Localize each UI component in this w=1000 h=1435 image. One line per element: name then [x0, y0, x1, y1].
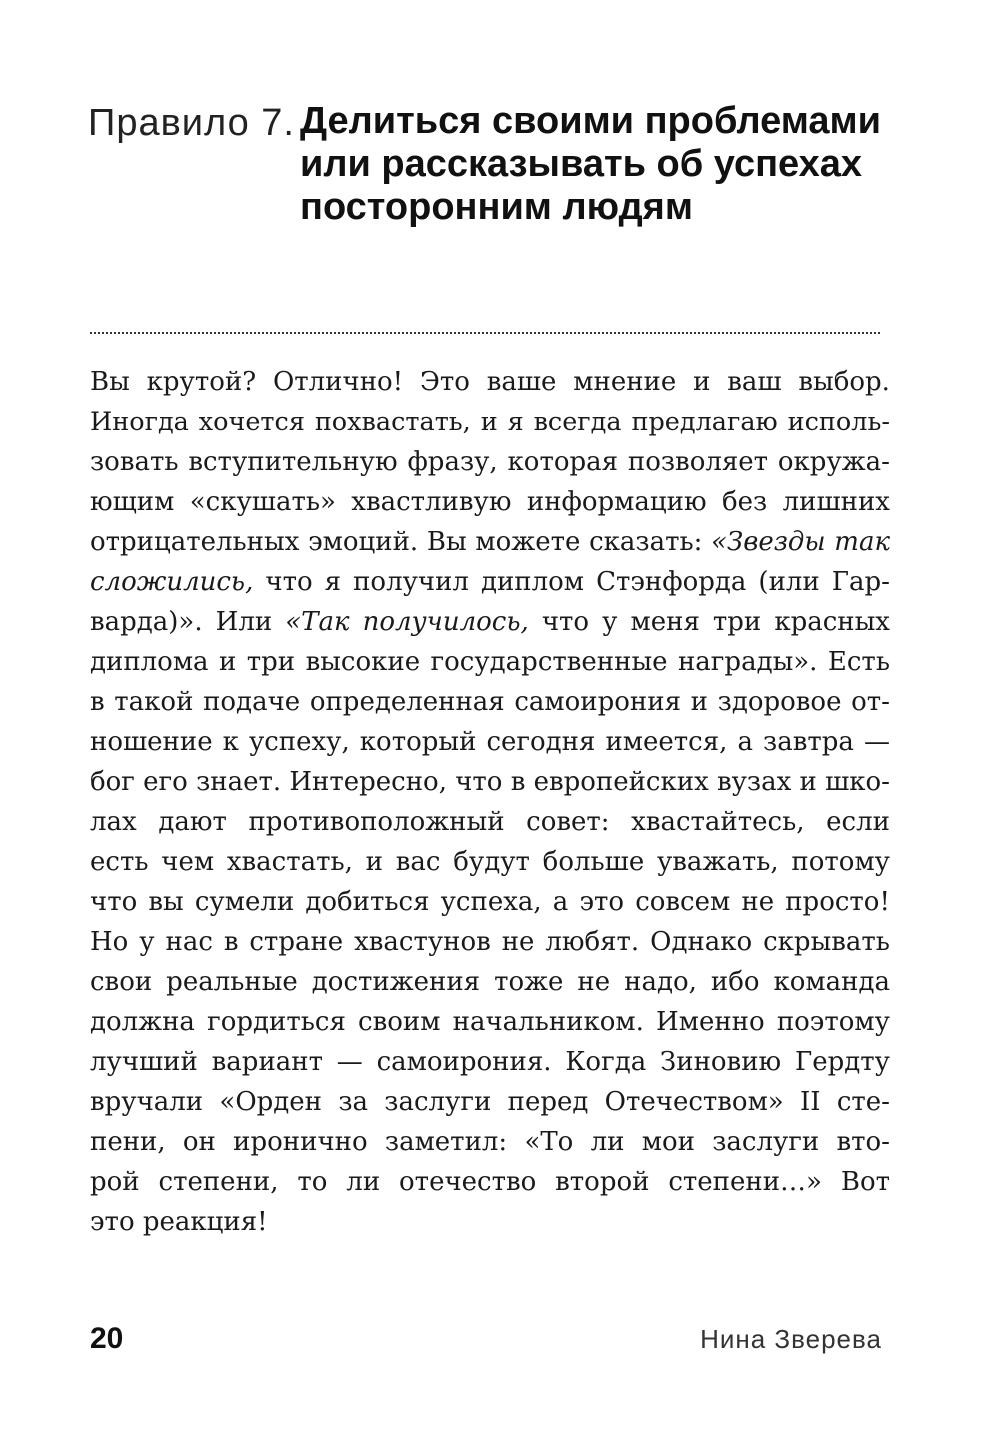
text-line: есть чем хвастать, и вас будут больше уважать, потому — [90, 847, 890, 877]
rule-title-line: или рассказывать об успехах — [300, 143, 863, 185]
text-line: бог его знает. Интересно, что в европейских вузах и шко- — [90, 767, 890, 797]
rule-title-line: посторонним людям — [300, 186, 693, 228]
text-line: лах дают противоположный совет: хвастайтесь, если — [90, 807, 890, 837]
dotted-divider — [90, 332, 880, 334]
text-line: диплома и три высокие государственные награды». Есть — [90, 647, 890, 677]
rule-number-label: Правило 7. — [88, 102, 295, 144]
text-line: отрицательных эмоций. Вы можете сказать: «Звезды так — [90, 527, 890, 557]
running-footer-author: Нина Зверева — [700, 1324, 882, 1354]
text-line: рой степени, то ли отечество второй степени…» Вот — [90, 1167, 890, 1197]
text-line: Но у нас в стране хвастунов не любят. Однако скрывать — [90, 927, 890, 957]
text-line: должна гордиться своим начальником. Именно поэтому — [90, 1007, 890, 1037]
text-line: ющим «скушать» хвастливую информацию без лишних — [90, 487, 890, 517]
text-line: Вы крутой? Отлично! Это ваше мнение и ваш выбор. — [90, 367, 890, 397]
text-line: свои реальные достижения тоже не надо, ибо команда — [90, 967, 890, 997]
text-line: в такой подаче определенная самоирония и здоровое от- — [90, 687, 890, 717]
rule-title — [300, 100, 900, 229]
text-line: пени, он иронично заметил: «То ли мои заслуги вто- — [90, 1127, 890, 1157]
text-line: сложились, что я получил диплом Стэнфорда (или Гар- — [90, 567, 890, 597]
body-paragraph — [90, 362, 890, 1242]
text-line: что вы сумели добиться успеха, а это совсем не просто! — [90, 887, 890, 917]
text-line: варда)». Или «Так получилось, что у меня три красных — [90, 607, 890, 637]
text-line: ношение к успеху, который сегодня имеется, а завтра — — [90, 727, 890, 757]
text-line: зовать вступительную фразу, которая позволяет окружа- — [90, 447, 890, 477]
page-number: 20 — [90, 1322, 124, 1355]
text-line: это реакция! — [90, 1207, 268, 1237]
text-line: Иногда хочется похвастать, и я всегда предлагаю исполь- — [90, 407, 890, 437]
text-line: вручали «Орден за заслуги перед Отечеством» II сте- — [90, 1087, 890, 1117]
text-line: лучший вариант — самоирония. Когда Зиновию Гердту — [90, 1047, 890, 1077]
rule-title-line: Делиться своими проблемами — [300, 100, 881, 142]
